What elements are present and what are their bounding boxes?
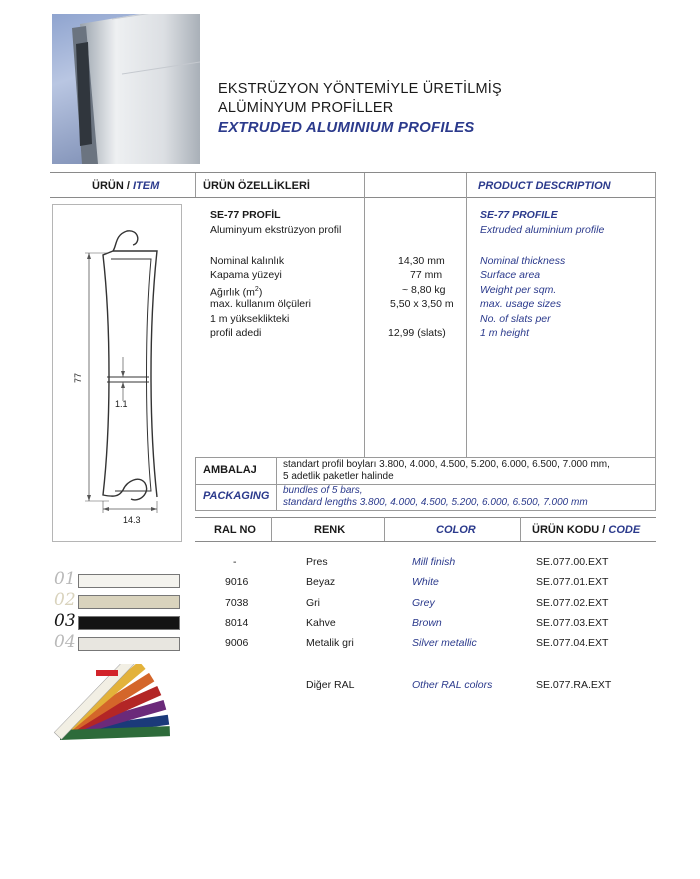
header-item: ÜRÜN / ITEM [92,180,160,192]
packaging-text-tr: standart profil boyları 3.800, 4.000, 4.500, 5.200, 6.000, 6.500, 7.000 mm, 5 adetlik paketler halinde [283,459,610,482]
product-photo [52,14,200,164]
title-tr-line-2: ALÜMİNYUM PROFİLLER [218,100,394,116]
dim-height-label: 77 [73,372,84,384]
profile-drawing [52,204,182,542]
ral-color-fan-image [50,664,185,744]
spec-value: 77 mm [410,269,443,282]
header-ral-no: RAL NO [214,524,256,536]
swatch-04: 04 [54,635,182,653]
spec-label-tr: max. kullanım ölçüleri [210,298,311,311]
page-title [218,80,502,137]
packaging-label-en: PACKAGING [203,490,270,502]
spec-value: 14,30 mm [398,255,445,267]
swatch-03: 03 [54,614,182,632]
packaging-text-en: bundles of 5 bars, standard lengths 3.800, 4.000, 4.500, 5.200, 6.000, 6.500, 7.000 mm [283,485,588,508]
swatch-01: 01 [54,572,182,590]
spec-label-en: Surface area [480,269,541,282]
spec-label-tr: 1 m yükseklikteki [210,312,290,325]
spec-label-tr: Kapama yüzeyi [210,269,282,282]
title-tr-line-1: EKSTRÜZYON YÖNTEMİYLE ÜRETİLMİŞ [218,81,502,97]
header-color: COLOR [436,524,476,536]
spec-label-en: No. of slats per [480,312,551,325]
product-name-en: SE-77 PROFILE [480,209,558,221]
spec-label-en: Weight per sqm. [480,283,557,296]
dim-width-label: 14.3 [123,515,141,525]
dim-gap-label: 1.1 [115,399,128,409]
swatch-bar [78,595,180,609]
spec-value: 12,99 (slats) [388,327,446,339]
spec-label-en: Nominal thickness [480,255,566,267]
spec-label-en: 1 m height [480,327,530,339]
product-subtitle-tr: Aluminyum ekstrüzyon profil [210,224,342,236]
packaging-label-tr: AMBALAJ [203,464,257,476]
swatch-bar [78,574,180,588]
header-features: ÜRÜN ÖZELLİKLERİ [203,180,310,192]
header-description: PRODUCT DESCRIPTION [478,180,611,192]
product-name-tr: SE-77 PROFİL [210,209,281,221]
header-code: ÜRÜN KODU / CODE [532,524,641,536]
product-subtitle-en: Extruded aluminium profile [480,224,605,236]
spec-value: ~ 8,80 kg [402,283,446,296]
spec-label-tr: Ağırlık $(m^2)$ [210,285,263,299]
spec-label-tr: profil adedi [210,327,262,339]
swatch-bar [78,637,180,651]
swatch-02: 02 [54,593,182,611]
spec-label-en: max. usage sizes [480,298,562,311]
header-renk: RENK [314,524,346,536]
spec-label-tr: Nominal kalınlık [210,255,285,267]
title-en: EXTRUDED ALUMINIUM PROFILES [218,119,475,136]
spec-value: 5,50 x 3,50 m [390,298,454,311]
swatch-bar [78,616,180,630]
